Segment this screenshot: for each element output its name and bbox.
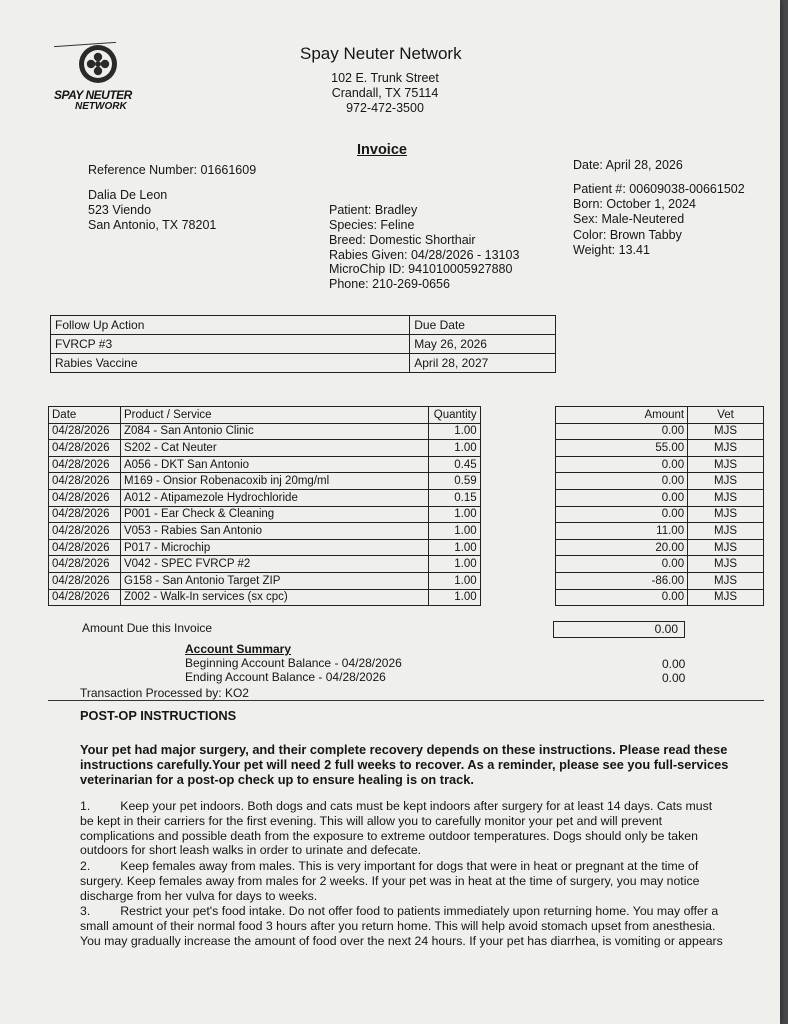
postop-intro-line: Your pet had major surgery, and their complete recovery depends on these instructions. Please read these	[80, 742, 728, 757]
cell-quantity: 1.00	[428, 506, 480, 523]
column-gap	[480, 473, 556, 490]
cell-quantity: 1.00	[428, 440, 480, 457]
beginning-balance-label: Beginning Account Balance - 04/28/2026	[185, 656, 402, 670]
table-row	[49, 456, 764, 473]
cell-amount: -86.00	[556, 572, 688, 589]
instruction-text: complications and possible death from the exposure to extreme outdoor temperatures. Dogs should only be taken	[80, 828, 698, 843]
invoice-title: Invoice	[357, 142, 407, 158]
column-header-amount: Amount	[556, 407, 688, 424]
cell-amount: 0.00	[556, 456, 688, 473]
reference-number: Reference Number: 01661609	[88, 163, 257, 177]
patient-number: Patient #: 00609038-00661502	[573, 182, 745, 196]
postop-intro-line: veterinarian for a post-op check up to ensure healing is on track.	[80, 771, 474, 787]
org-city: Crandall, TX 75114	[331, 86, 439, 100]
cell-product: Z002 - Walk-In services (sx cpc)	[120, 589, 428, 606]
table-row	[49, 523, 764, 540]
client-name: Dalia De Leon	[88, 188, 168, 202]
cell-vet: MJS	[688, 456, 764, 473]
column-gap	[480, 589, 556, 606]
cell-date: 04/28/2026	[49, 556, 121, 573]
instruction-number: 1.	[80, 799, 91, 813]
instruction-number: 3.	[80, 904, 91, 918]
cell-product: Z084 - San Antonio Clinic	[120, 423, 428, 440]
column-gap	[480, 489, 556, 506]
invoice-date: Date: April 28, 2026	[573, 158, 683, 172]
column-gap	[480, 456, 556, 473]
patient-microchip: MicroChip ID: 941010005927880	[329, 262, 513, 276]
cell-vet: MJS	[688, 473, 764, 490]
followup-row	[51, 354, 556, 373]
ending-balance-value: 0.00	[662, 671, 686, 685]
line-items-table	[48, 406, 764, 606]
cell-quantity: 1.00	[428, 556, 480, 573]
followup-due: May 26, 2026	[410, 335, 556, 354]
postop-intro	[80, 743, 760, 787]
instruction-number: 2.	[80, 859, 91, 873]
logo-name: SPAY NEUTER	[54, 88, 132, 102]
postop-instruction-3	[80, 904, 760, 948]
cell-amount: 20.00	[556, 539, 688, 556]
instruction-text: be kept in their carriers for the first evening. This will allow you to carefully monitor your pet and will prevent	[80, 813, 663, 828]
patient-phone: Phone: 210-269-0656	[329, 277, 450, 291]
cell-product: S202 - Cat Neuter	[120, 440, 428, 457]
table-row	[49, 589, 764, 606]
followup-table	[50, 315, 556, 373]
column-gap	[480, 423, 556, 440]
cell-date: 04/28/2026	[49, 539, 121, 556]
cell-product: P001 - Ear Check & Cleaning	[120, 506, 428, 523]
followup-row	[51, 335, 556, 354]
ending-balance-label: Ending Account Balance - 04/28/2026	[185, 670, 386, 684]
cell-amount: 0.00	[556, 473, 688, 490]
column-gap	[480, 440, 556, 457]
cell-product: G158 - San Antonio Target ZIP	[120, 572, 428, 589]
beginning-balance-value: 0.00	[662, 657, 686, 671]
patient-weight: Weight: 13.41	[573, 243, 650, 257]
instruction-text: Restrict your pet's food intake. Do not offer food to patients immediately upon returning home. You may offer a	[120, 904, 719, 918]
patient-name: Patient: Bradley	[329, 203, 418, 217]
column-gap	[480, 572, 556, 589]
cell-vet: MJS	[688, 489, 764, 506]
postop-instruction-1	[80, 799, 760, 858]
cell-date: 04/28/2026	[49, 473, 121, 490]
cell-quantity: 0.45	[428, 456, 480, 473]
cell-quantity: 0.15	[428, 489, 480, 506]
cell-amount: 0.00	[556, 423, 688, 440]
paw-logo-icon	[78, 44, 118, 84]
transaction-processed: Transaction Processed by: KO2	[80, 686, 249, 700]
table-row	[49, 489, 764, 506]
instruction-text: Keep your pet indoors. Both dogs and cats must be kept indoors after surgery for at least 14 days. Cats must	[120, 799, 713, 813]
cell-product: M169 - Onsior Robenacoxib inj 20mg/ml	[120, 473, 428, 490]
table-row	[49, 572, 764, 589]
postop-heading: POST-OP INSTRUCTIONS	[80, 708, 237, 723]
cell-vet: MJS	[688, 556, 764, 573]
cell-amount: 55.00	[556, 440, 688, 457]
column-header-product: Product / Service	[120, 407, 428, 424]
cell-product: A056 - DKT San Antonio	[120, 456, 428, 473]
account-summary-title: Account Summary	[185, 642, 292, 656]
org-name: Spay Neuter Network	[300, 44, 462, 63]
line-items-body	[49, 423, 764, 606]
patient-rabies: Rabies Given: 04/28/2026 - 13103	[329, 248, 520, 262]
cell-vet: MJS	[688, 423, 764, 440]
cell-amount: 11.00	[556, 523, 688, 540]
followup-header-row	[51, 316, 556, 335]
org-phone: 972-472-3500	[346, 101, 424, 115]
cell-amount: 0.00	[556, 506, 688, 523]
patient-sex: Sex: Male-Neutered	[573, 212, 685, 226]
instruction-text: Keep females away from males. This is very important for dogs that were in heat or pregnant at the time of	[120, 859, 699, 873]
amount-due-label: Amount Due this Invoice	[82, 621, 213, 635]
column-gap	[480, 407, 556, 424]
followup-due: April 28, 2027	[410, 354, 556, 373]
cell-vet: MJS	[688, 572, 764, 589]
postop-instruction-2	[80, 859, 760, 903]
cell-vet: MJS	[688, 523, 764, 540]
table-row	[49, 506, 764, 523]
cell-date: 04/28/2026	[49, 506, 121, 523]
patient-color: Color: Brown Tabby	[573, 228, 682, 242]
cell-product: V042 - SPEC FVRCP #2	[120, 556, 428, 573]
line-items-header-row	[49, 407, 764, 424]
table-row	[49, 440, 764, 457]
cell-quantity: 1.00	[428, 589, 480, 606]
table-row	[49, 539, 764, 556]
instruction-text: You may gradually increase the amount of food over the next 24 hours. If your pet has diarrhea, is vomiting or appears	[80, 933, 723, 948]
postop-intro-line: instructions carefully.Your pet will need 2 full weeks to recover. As a reminder, please see you full-services	[80, 756, 729, 772]
patient-born: Born: October 1, 2024	[573, 197, 696, 211]
instruction-text: surgery. Keep females away from males for 2 weeks. If your pet was in heat at the time of surgery, you may notice	[80, 873, 700, 888]
cell-quantity: 1.00	[428, 423, 480, 440]
cell-vet: MJS	[688, 440, 764, 457]
column-header-vet: Vet	[688, 407, 764, 424]
amount-due-value: 0.00	[553, 621, 685, 638]
patient-species: Species: Feline	[329, 218, 415, 232]
column-gap	[480, 539, 556, 556]
cell-vet: MJS	[688, 539, 764, 556]
cell-date: 04/28/2026	[49, 440, 121, 457]
cell-quantity: 1.00	[428, 572, 480, 589]
cell-product: A012 - Atipamezole Hydrochloride	[120, 489, 428, 506]
column-header-date: Date	[49, 407, 121, 424]
cell-amount: 0.00	[556, 589, 688, 606]
column-header-quantity: Quantity	[428, 407, 480, 424]
cell-amount: 0.00	[556, 556, 688, 573]
instruction-text: outdoors for short leash walks in order to urinate and defecate.	[80, 843, 422, 858]
cell-date: 04/28/2026	[49, 523, 121, 540]
client-street: 523 Viendo	[88, 203, 152, 217]
column-gap	[480, 506, 556, 523]
cell-date: 04/28/2026	[49, 489, 121, 506]
instruction-text: small amount of their normal food 3 hours after you return home. This will help avoid stomach upset from anesthesia.	[80, 918, 716, 933]
cell-quantity: 0.59	[428, 473, 480, 490]
divider	[48, 700, 764, 701]
cell-quantity: 1.00	[428, 539, 480, 556]
cell-vet: MJS	[688, 589, 764, 606]
cell-date: 04/28/2026	[49, 423, 121, 440]
client-city: San Antonio, TX 78201	[88, 218, 217, 232]
cell-date: 04/28/2026	[49, 456, 121, 473]
logo-subtitle: NETWORK	[75, 101, 127, 112]
column-gap	[480, 556, 556, 573]
cell-date: 04/28/2026	[49, 589, 121, 606]
instruction-text: discharge from her vulva for days to weeks.	[80, 888, 318, 903]
followup-action: Rabies Vaccine	[51, 354, 410, 373]
table-row	[49, 423, 764, 440]
table-row	[49, 473, 764, 490]
table-row	[49, 556, 764, 573]
column-gap	[480, 523, 556, 540]
org-street: 102 E. Trunk Street	[331, 71, 439, 85]
followup-action: FVRCP #3	[51, 335, 410, 354]
cell-product: P017 - Microchip	[120, 539, 428, 556]
cell-quantity: 1.00	[428, 523, 480, 540]
cell-date: 04/28/2026	[49, 572, 121, 589]
cell-product: V053 - Rabies San Antonio	[120, 523, 428, 540]
followup-header: Due Date	[410, 316, 556, 335]
cell-vet: MJS	[688, 506, 764, 523]
cell-amount: 0.00	[556, 489, 688, 506]
followup-header: Follow Up Action	[51, 316, 410, 335]
patient-breed: Breed: Domestic Shorthair	[329, 233, 476, 247]
